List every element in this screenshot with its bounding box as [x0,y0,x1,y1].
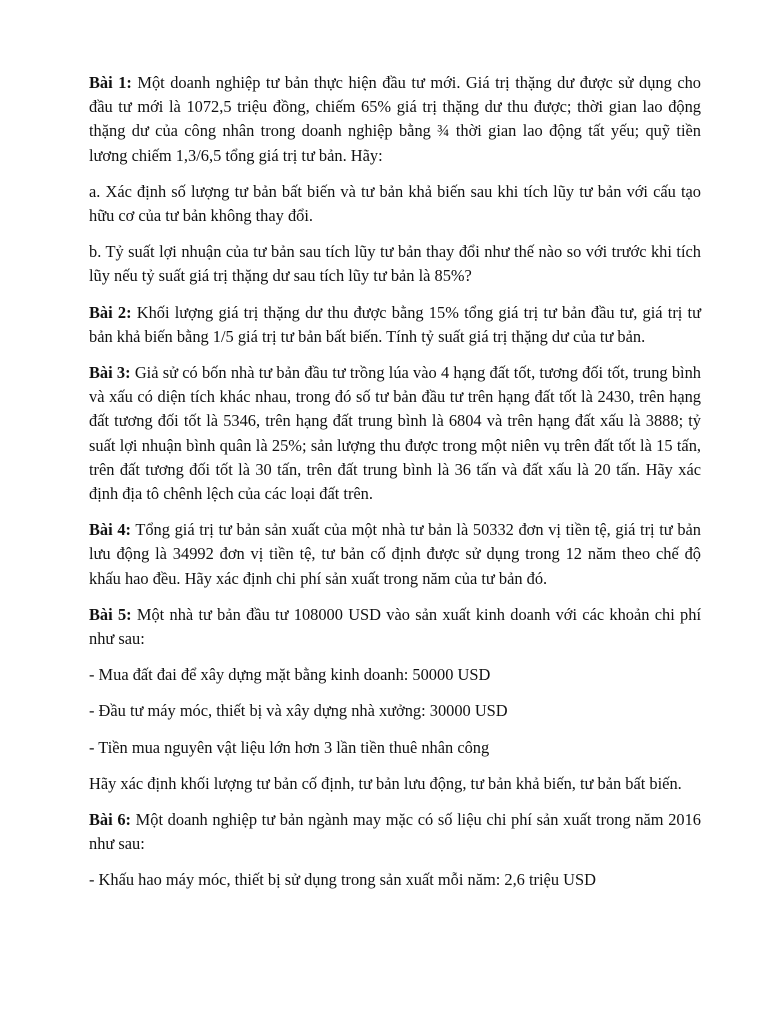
list-item [89,736,701,760]
paragraph-text: - Mua đất đai để xây dựng mặt bằng kinh doanh: 50000 USD [89,665,491,685]
paragraph-bai-2 [89,301,701,349]
exercise-label: Bài 4: [89,520,131,540]
paragraph-text: Tổng giá trị tư bản sản xuất của một nhà tư bản là 50332 đơn vị tiền tệ, giá trị tư bản lưu động là 34992 đơn vị tiền tệ, tư bản cố định được sử dụng trong 12 năm theo chế độ khấu hao đều. Hãy xác định chi phí sản xuất trong năm của tư bản đó. [89,520,701,588]
paragraph-bai-5-question [89,772,701,796]
paragraph-bai-5 [89,603,701,651]
paragraph-text: Hãy xác định khối lượng tư bản cố định, tư bản lưu động, tư bản khả biến, tư bản bất biến. [89,773,682,793]
paragraph-text: Một doanh nghiệp tư bản thực hiện đầu tư mới. Giá trị thặng dư được sử dụng cho đầu tư mới là 1072,5 triệu đồng, chiếm 65% giá trị thặng dư thu được; thời gian lao động thặng dư của công nhân trong doanh nghiệp bằng ¾ thời gian lao động tất yếu; quỹ tiền lương chiếm 1,3/6,5 tổng giá trị tư bản. Hãy: [89,73,701,165]
list-item [89,699,701,723]
paragraph-bai-4 [89,518,701,591]
exercise-label: Bài 3: [89,363,131,383]
paragraph-text: a. Xác định số lượng tư bản bất biến và tư bản khả biến sau khi tích lũy tư bản với cấu tạo hữu cơ của tư bản không thay đổi. [89,181,701,226]
exercise-label: Bài 1: [89,73,132,92]
paragraph-text: - Đầu tư máy móc, thiết bị và xây dựng nhà xưởng: 30000 USD [89,701,508,721]
paragraph-bai-6 [89,808,701,856]
paragraph-bai-1-part-a [89,180,701,228]
paragraph-bai-1-part-b [89,240,701,288]
exercise-label: Bài 2: [89,302,132,322]
paragraph-text: - Khấu hao máy móc, thiết bị sử dụng trong sản xuất mỗi năm: 2,6 triệu USD [89,870,596,890]
exercise-label: Bài 5: [89,604,132,624]
paragraph-bai-3 [89,361,701,506]
list-item [89,663,701,687]
paragraph-text: - Tiền mua nguyên vật liệu lớn hơn 3 lần tiền thuê nhân công [89,737,490,757]
paragraph-text: Một doanh nghiệp tư bản ngành may mặc có số liệu chi phí sản xuất trong năm 2016 như sau: [89,810,702,854]
exercise-label: Bài 6: [89,810,132,830]
list-item [89,868,701,892]
document-page [89,71,701,905]
paragraph-bai-1 [89,71,701,168]
paragraph-text: b. Tỷ suất lợi nhuận của tư bản sau tích lũy tư bản thay đổi như thế nào so với trước khi tích lũy nếu tỷ suất giá trị thặng dư sau tích lũy tư bản là 85%? [89,242,701,286]
paragraph-text: Khối lượng giá trị thặng dư thu được bằng 15% tổng giá trị tư bản đầu tư, giá trị tư bản khả biến bằng 1/5 giá trị tư bản bất biến. Tính tỷ suất giá trị thặng dư của tư bản. [89,302,701,346]
paragraph-text: Một nhà tư bản đầu tư 108000 USD vào sản xuất kinh doanh với các khoản chi phí như sau: [89,604,701,649]
paragraph-text: Giả sử có bốn nhà tư bản đầu tư trồng lúa vào 4 hạng đất tốt, tương đối tốt, trung bình và xấu có diện tích khác nhau, trong đó số tư bản đầu tư trên hạng đất tốt là 2430, trên hạng đất tương đối tốt là 5346, trên hạng đất trung bình là 6804 và trên hạng đất xấu là 3888; tỷ suất lợi nhuận bình quân là 25%; sản lượng thu được trong một niên vụ trên đất tốt là 15 tấn, trên đất tương đối tốt là 30 tấn, trên đất trung bình là 36 tấn và đất xấu là 20 tấn. Hãy xác định địa tô chênh lệch của các loại đất trên. [89,363,701,504]
